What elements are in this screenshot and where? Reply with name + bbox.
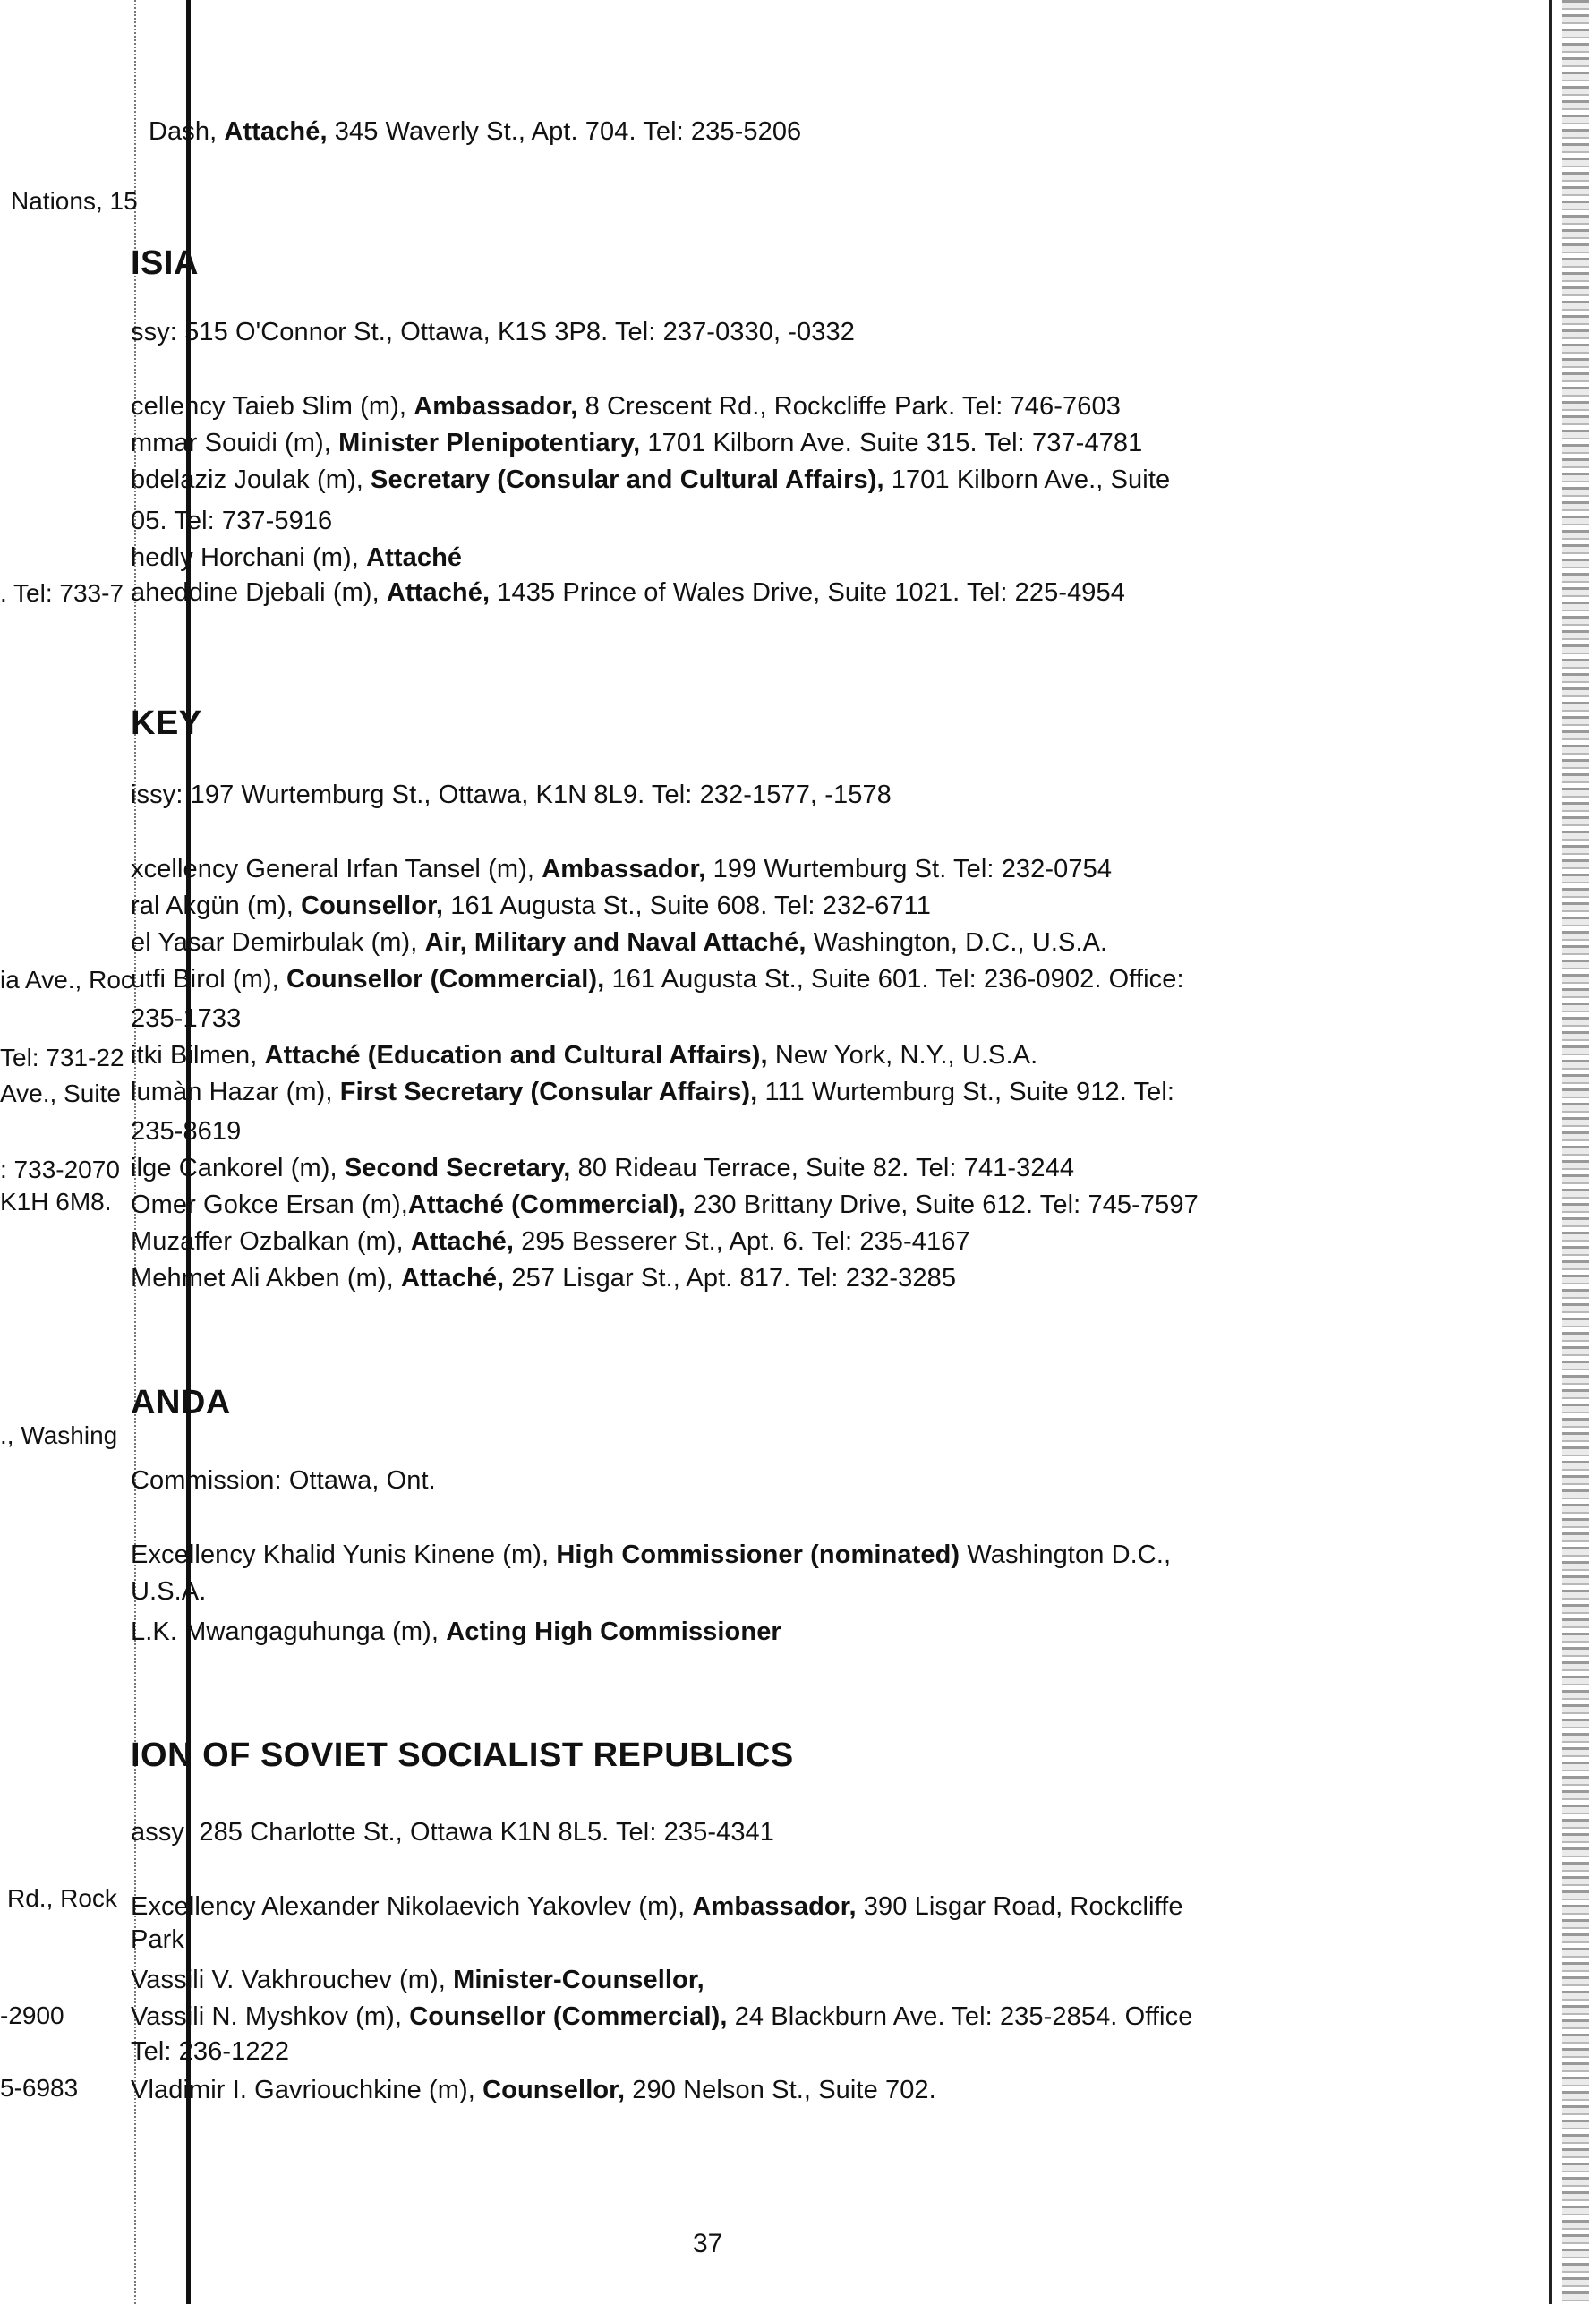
directory-entry xyxy=(131,1077,1174,1107)
entry-title: Counsellor (Commercial), xyxy=(286,965,605,994)
embassy-address: ssy: 515 O'Connor St., Ottawa, K1S 3P8. Tel: 237-0330, -0332 xyxy=(131,318,855,346)
entry-address: 199 Wurtemburg St. Tel: 232-0754 xyxy=(705,855,1113,883)
entry-name: Muzaffer Ozbalkan (m), xyxy=(131,1227,411,1256)
entry-title: Air, Military and Naval Attaché, xyxy=(424,928,807,957)
entry-name: aheddine Djebali (m), xyxy=(131,578,387,607)
entry-address: 295 Besserer St., Apt. 6. Tel: 235-4167 xyxy=(514,1227,970,1256)
left-fragment: : 733-2070 xyxy=(0,1156,120,1183)
directory-entry xyxy=(131,1965,704,1995)
entry-address: 345 Waverly St., Apt. 704. Tel: 235-5206 xyxy=(327,117,802,146)
entry-title: Secretary (Consular and Cultural Affairs), xyxy=(371,465,884,494)
entry-title: Counsellor, xyxy=(482,2076,626,2104)
entry-name: utfi Birol (m), xyxy=(131,965,286,994)
left-fragment: Tel: 731-22 xyxy=(0,1044,124,1071)
entry-continuation: 235-1733 xyxy=(131,1004,242,1033)
entry-name: el Yasar Demirbulak (m), xyxy=(131,928,425,957)
entry-address: 230 Brittany Drive, Suite 612. Tel: 745-7597 xyxy=(685,1190,1199,1219)
entry-title: Attaché (Education and Cultural Affairs), xyxy=(264,1041,768,1070)
entry-address: 8 Crescent Rd., Rockcliffe Park. Tel: 746-7603 xyxy=(577,392,1121,421)
entry-name: hedly Horchani (m), xyxy=(131,543,367,572)
entry-address: 161 Augusta St., Suite 608. Tel: 232-6711 xyxy=(443,892,931,920)
left-fragment: -2900 xyxy=(0,2001,64,2029)
directory-entry xyxy=(131,1891,1183,1922)
entry-address: 1701 Kilborn Ave., Suite xyxy=(883,465,1171,494)
entry-title: Ambassador, xyxy=(542,855,706,883)
entry-name: ral Akgün (m), xyxy=(131,892,302,920)
entry-name: Omer Gokce Ersan (m), xyxy=(131,1190,408,1219)
entry-title: Second Secretary, xyxy=(344,1154,571,1182)
page-right-edge-shadow xyxy=(1562,0,1589,2304)
entry-title: Counsellor (Commercial), xyxy=(409,2002,728,2031)
section-heading: ION OF SOVIET SOCIALIST REPUBLICS xyxy=(131,1737,794,1774)
entry-name: itki Bilmen, xyxy=(131,1041,265,1070)
section-heading: KEY xyxy=(131,704,202,742)
left-fragment: Nations, 15 xyxy=(11,187,138,215)
entry-address: New York, N.Y., U.S.A. xyxy=(767,1041,1038,1070)
entry-title: Acting High Commissioner xyxy=(446,1617,781,1646)
entry-address: Washington D.C., xyxy=(960,1540,1172,1569)
section-heading: ISIA xyxy=(131,244,199,282)
directory-entry xyxy=(131,391,1121,422)
entry-title: Attaché (Commercial), xyxy=(407,1190,686,1219)
directory-entry xyxy=(131,1226,970,1257)
section-heading: ANDA xyxy=(131,1384,231,1421)
entry-name: Excellency Khalid Yunis Kinene (m), xyxy=(131,1540,557,1569)
entry-address: 80 Rideau Terrace, Suite 82. Tel: 741-3244 xyxy=(570,1154,1075,1182)
entry-title: Minister-Counsellor, xyxy=(453,1966,704,1994)
directory-entry xyxy=(131,2001,1192,2032)
entry-continuation: Park. xyxy=(131,1925,192,1954)
directory-entry xyxy=(131,542,462,573)
entry-address: 257 Lisgar St., Apt. 817. Tel: 232-3285 xyxy=(504,1264,957,1293)
directory-entry xyxy=(131,2075,936,2105)
commission-address: Commission: Ottawa, Ont. xyxy=(131,1466,436,1495)
entry-name: Vassili V. Vakhrouchev (m), xyxy=(131,1966,454,1994)
directory-entry xyxy=(131,465,1170,495)
left-fragment: ., Washing xyxy=(0,1421,118,1449)
entry-continuation: U.S.A. xyxy=(131,1577,207,1606)
directory-entry xyxy=(131,1617,781,1647)
entry-continuation: 05. Tel: 737-5916 xyxy=(131,507,333,535)
page-right-edge xyxy=(1549,0,1552,2304)
entry-name: cellency Taieb Slim (m), xyxy=(131,392,414,421)
directory-entry xyxy=(149,116,801,147)
directory-entry xyxy=(131,1153,1074,1183)
directory-entry xyxy=(131,577,1125,608)
entry-name: Vassili N. Myshkov (m), xyxy=(131,2002,410,2031)
entry-name: mmar Souidi (m), xyxy=(131,429,339,457)
left-fragment: Ave., Suite xyxy=(0,1079,121,1107)
entry-name: Vladimir I. Gavriouchkine (m), xyxy=(131,2076,483,2104)
directory-entry xyxy=(131,428,1142,458)
entry-name: Mehmet Ali Akben (m), xyxy=(131,1264,401,1293)
directory-entry xyxy=(131,1263,956,1293)
embassy-address: issy: 197 Wurtemburg St., Ottawa, K1N 8L9. Tel: 232-1577, -1578 xyxy=(131,781,892,809)
entry-address: 1701 Kilborn Ave. Suite 315. Tel: 737-4781 xyxy=(640,429,1143,457)
directory-entry xyxy=(131,927,1107,958)
directory-entry xyxy=(131,1040,1037,1071)
entry-title: Attaché, xyxy=(224,117,328,146)
entry-address: Washington, D.C., U.S.A. xyxy=(806,928,1108,957)
entry-title: High Commissioner (nominated) xyxy=(556,1540,960,1569)
entry-address: 1435 Prince of Wales Drive, Suite 1021. Tel: 225-4954 xyxy=(490,578,1125,607)
entry-title: Attaché, xyxy=(386,578,491,607)
left-fragment: 5-6983 xyxy=(0,2074,79,2102)
entry-title: Counsellor, xyxy=(301,892,444,920)
entry-title: Attaché xyxy=(366,543,463,572)
entry-title: Ambassador, xyxy=(692,1892,857,1921)
directory-entry xyxy=(131,854,1112,884)
entry-title: First Secretary (Consular Affairs), xyxy=(339,1078,758,1106)
entry-name: xcellency General Irfan Tansel (m), xyxy=(131,855,542,883)
entry-name: bdelaziz Joulak (m), xyxy=(131,465,371,494)
left-fragment: Rd., Rock xyxy=(7,1884,117,1912)
left-fragment: K1H 6M8. xyxy=(0,1188,112,1216)
entry-title: Attaché, xyxy=(410,1227,515,1256)
directory-entry xyxy=(131,964,1184,994)
left-fragment: ia Ave., Roc xyxy=(0,966,133,994)
left-fragment: . Tel: 733-7 xyxy=(0,579,124,607)
entry-address: 290 Nelson St., Suite 702. xyxy=(625,2076,936,2104)
entry-title: Ambassador, xyxy=(414,392,578,421)
directory-entry xyxy=(131,1540,1171,1570)
entry-title: Minister Plenipotentiary, xyxy=(338,429,641,457)
entry-name: L.K. Mwangaguhunga (m), xyxy=(131,1617,447,1646)
embassy-address: assy: 285 Charlotte St., Ottawa K1N 8L5. Tel: 235-4341 xyxy=(131,1818,775,1847)
page-number: 37 xyxy=(693,2229,723,2258)
entry-name: Dash, xyxy=(149,117,225,146)
entry-address: 390 Lisgar Road, Rockcliffe xyxy=(856,1892,1183,1921)
directory-entry xyxy=(131,891,931,921)
entry-name: ilge Cankorel (m), xyxy=(131,1154,345,1182)
entry-name: lumàn Hazar (m), xyxy=(131,1078,340,1106)
entry-address: 161 Augusta St., Suite 601. Tel: 236-0902. Office: xyxy=(604,965,1184,994)
entry-continuation: 235-8619 xyxy=(131,1117,242,1146)
entry-title: Attaché, xyxy=(400,1264,505,1293)
entry-continuation: Tel: 236-1222 xyxy=(131,2037,290,2066)
directory-entry xyxy=(131,1190,1199,1220)
entry-address: 24 Blackburn Ave. Tel: 235-2854. Office xyxy=(727,2002,1193,2031)
entry-address: 111 Wurtemburg St., Suite 912. Tel: xyxy=(757,1078,1175,1106)
entry-name: Excellency Alexander Nikolaevich Yakovlev (m), xyxy=(131,1892,693,1921)
